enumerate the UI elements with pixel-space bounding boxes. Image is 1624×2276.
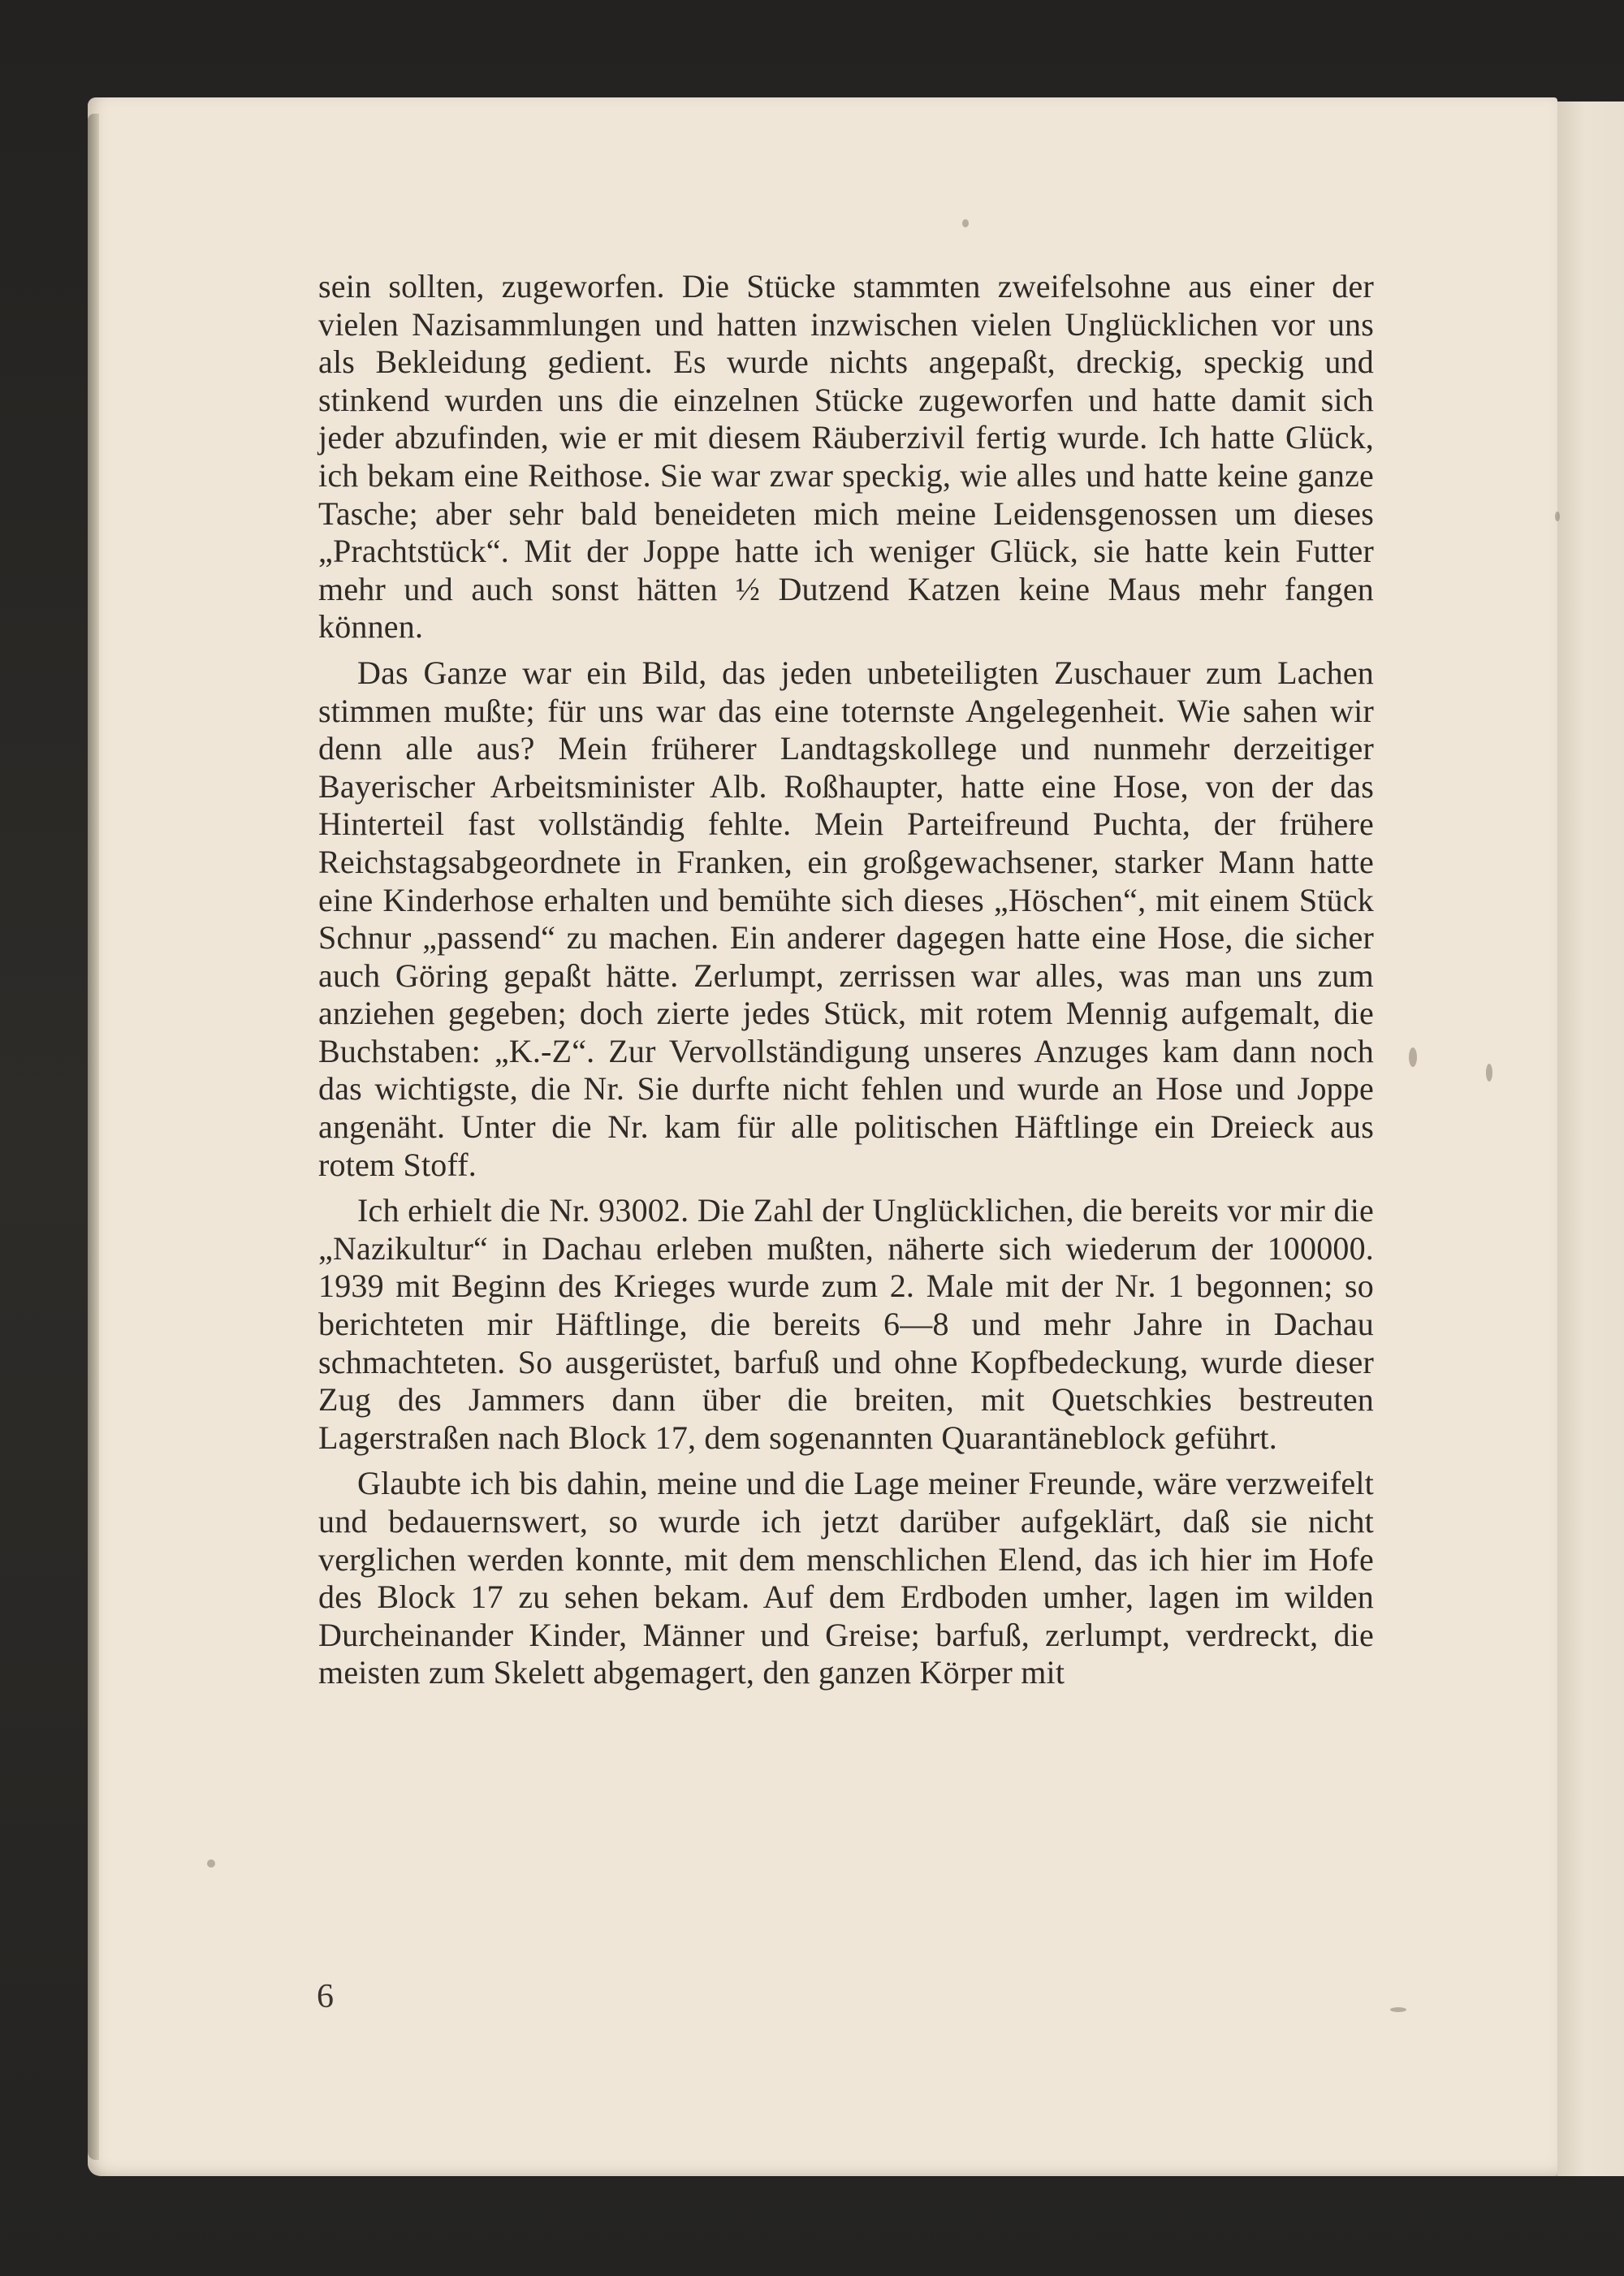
- page-number: 6: [317, 1978, 334, 2015]
- paper-speck: [207, 1859, 215, 1868]
- paragraph-1: sein sollten, zugeworfen. Die Stücke stammten zweifelsohne aus einer der vielen Nazisammlungen und hatten inzwischen vielen Unglücklichen vor uns als Bekleidung gedient. Es wurde nichts angepaßt, dreckig, speckig und stinkend wurden uns die einzelnen Stücke zugeworfen und hatte damit sich jeder abzufinden, wie er mit diesem Räuberzivil fertig wurde. Ich hatte Glück, ich bekam eine Reithose. Sie war zwar speckig, wie alles und hatte keine ganze Tasche; aber sehr bald beneideten mich meine Leidensgenossen um dieses „Prachtstück“. Mit der Joppe hatte ich weniger Glück, sie hatte kein Futter mehr und auch sonst hätten ½ Dutzend Katzen keine Maus mehr fangen können.: [318, 268, 1374, 646]
- paper-speck: [962, 219, 969, 227]
- page-binding-edge: [88, 114, 99, 2160]
- paragraph-3: Ich erhielt die Nr. 93002. Die Zahl der Unglücklichen, die bereits vor mir die „Nazikultur“ in Dachau erleben mußten, näherte sich wiederum der 100000. 1939 mit Beginn des Krieges wurde zum 2. Male mit der Nr. 1 begonnen; so berichteten mir Häftlinge, die bereits 6—8 und mehr Jahre in Dachau schmachteten. So ausgerüstet, barfuß und ohne Kopfbedeckung, wurde dieser Zug des Jammers dann über die breiten, mit Quetschkies bestreuten Lagerstraßen nach Block 17, dem sogenannten Quarantäneblock geführt.: [318, 1192, 1374, 1456]
- paragraph-2: Das Ganze war ein Bild, das jeden unbeteiligten Zuschauer zum Lachen stimmen mußte; für uns war das eine toternste Angelegenheit. Wie sahen wir denn alle aus? Mein früherer Landtagskollege und nunmehr derzeitiger Bayerischer Arbeitsminister Alb. Roßhaupter, hatte eine Hose, von der das Hinterteil fast vollständig fehlte. Mein Parteifreund Puchta, der frühere Reichstagsabgeordnete in Franken, ein großgewachsener, starker Mann hatte eine Kinderhose erhalten und bemühte sich dieses „Höschen“, mit einem Stück Schnur „passend“ zu machen. Ein anderer dagegen hatte eine Hose, die sicher auch Göring gepaßt hätte. Zerlumpt, zerrissen war alles, was man uns zum anziehen gegeben; doch zierte jedes Stück, mit rotem Mennig aufgemalt, die Buchstaben: „K.-Z“. Zur Vervollständigung unseres Anzuges kam dann noch das wichtigste, die Nr. Sie durfte nicht fehlen und wurde an Hose und Joppe angenäht. Unter die Nr. kam für alle politischen Häftlinge ein Dreieck aus rotem Stoff.: [318, 654, 1374, 1183]
- paper-speck: [1409, 1047, 1417, 1067]
- paper-speck: [1390, 2007, 1406, 2012]
- paper-speck: [1486, 1064, 1492, 1082]
- paper-speck: [1555, 512, 1560, 521]
- paragraph-4: Glaubte ich bis dahin, meine und die Lage meiner Freunde, wäre verzweifelt und bedauernswert, so wurde ich jetzt darüber aufgeklärt, daß sie nicht verglichen werden konnte, mit dem menschlichen Elend, das ich hier im Hofe des Block 17 zu sehen bekam. Auf dem Erdboden umher, lagen im wilden Durcheinander Kinder, Männer und Greise; barfuß, zerlumpt, verdreckt, die meisten zum Skelett abgemagert, den ganzen Körper mit: [318, 1465, 1374, 1691]
- body-text: [318, 268, 1374, 1700]
- adjacent-page-edge: [1555, 101, 1624, 2176]
